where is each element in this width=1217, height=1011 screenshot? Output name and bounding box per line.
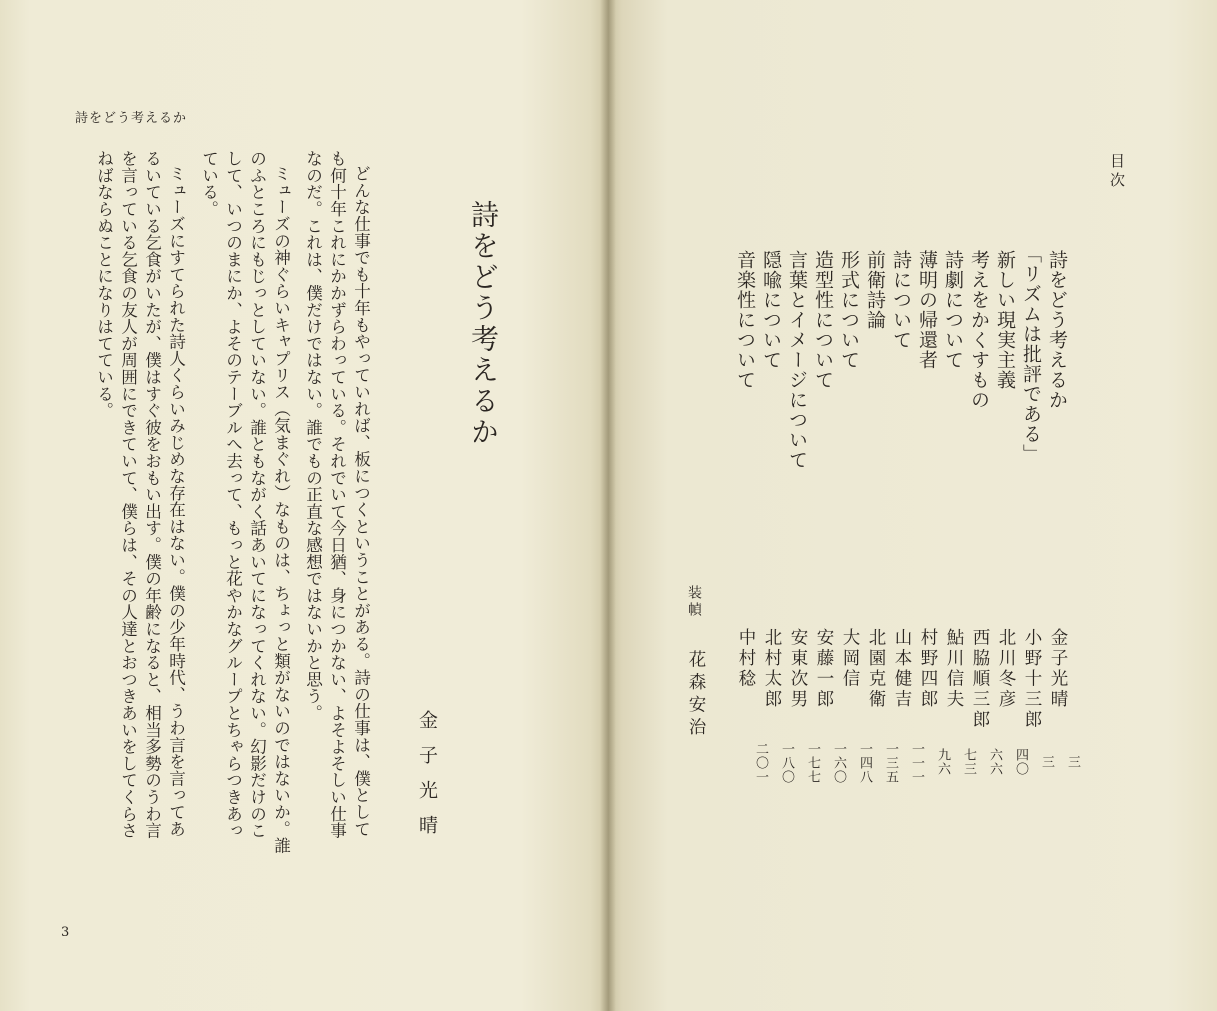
left-page <box>0 0 608 1011</box>
toc-entry-title: 前衛詩論 <box>864 250 886 330</box>
body-column: を言っている乞食の友人が周囲にできていて、僕らは、その人達とおつきあいをしてくらさ <box>118 150 138 839</box>
toc-entry-page: 一四八 <box>857 742 872 784</box>
body-column: るいている乞食がいたが、僕はすぐ彼をおもい出す。僕の年齢になると、相当多勢のうわ言 <box>142 150 162 839</box>
toc-entry-author: 小野十三郎 <box>1022 628 1042 731</box>
toc-entry-title: 言葉とイメージについて <box>786 250 808 470</box>
essay-author: 金子光晴 <box>416 710 438 850</box>
toc-entry-page: 一八〇 <box>779 742 794 784</box>
body-column: ねばならぬことになりはてている。 <box>94 150 114 419</box>
toc-entry-title: 考えをかくすもの <box>968 250 990 410</box>
body-column: ミューズにすてられた詩人くらいみじめな存在はない。僕の少年時代、うわ言を言ってあ <box>166 165 186 837</box>
toc-entry-title: 造型性について <box>812 250 834 390</box>
toc-entry-title: 詩について <box>890 250 912 350</box>
toc-entry-page: 六六 <box>987 748 1002 776</box>
toc-entry-title: 隠喩について <box>760 250 782 370</box>
toc-entry-title: 形式について <box>838 250 860 370</box>
page-number: 3 <box>61 925 70 940</box>
body-column: ている。 <box>199 150 219 218</box>
toc-entry-author: 山本健吉 <box>892 628 912 710</box>
book-gutter <box>600 0 616 1011</box>
toc-entry-page: 一七七 <box>805 742 820 784</box>
toc-entry-page: 三 <box>1065 755 1080 769</box>
body-column: のふところにもじっとしていない。誰ともながく話あいてになってくれない。幻影だけのこ <box>247 150 267 839</box>
toc-entry-page: 七三 <box>961 748 976 776</box>
toc-entry-page: 一六〇 <box>831 742 846 784</box>
body-column: して、いつのまにか、よそのテーブルへ去って、もっと花やかなグループとちゃらつきあっ <box>223 150 243 839</box>
toc-entry-title: 「リズムは批評である」 <box>1020 244 1042 464</box>
right-page <box>608 0 1217 1011</box>
toc-entry-title: 詩をどう考えるか <box>1046 250 1068 410</box>
toc-entry-author: 安藤一郎 <box>814 628 834 710</box>
toc-entry-author: 鮎川信夫 <box>944 628 964 710</box>
toc-entry-author: 安東次男 <box>788 628 808 710</box>
body-column: どんな仕事でも十年もやっていれば、板につくということがある。詩の仕事は、僕として <box>351 165 371 837</box>
toc-entry-author: 北村太郎 <box>762 628 782 710</box>
toc-heading: 目次 <box>1108 153 1126 191</box>
toc-entry-title: 詩劇について <box>942 250 964 370</box>
binding-label: 装幀 <box>686 585 702 619</box>
body-column: なのだ。これは、僕だけではない。誰でもの正直な感想ではないかと思う。 <box>303 150 323 722</box>
body-column: も何十年これにかかずらわっている。それでいて今日猶、身につかない、よそよそしい仕事 <box>327 150 347 839</box>
toc-entry-title: 音楽性について <box>734 250 756 390</box>
toc-entry-page: 一三五 <box>883 742 898 784</box>
body-column: ミューズの神ぐらいキャプリス（気まぐれ）なものは、ちょっと類がないのではないか。誰 <box>271 165 291 854</box>
toc-entry-title: 新しい現実主義 <box>994 250 1016 390</box>
toc-entry-page: 二〇一 <box>753 742 768 784</box>
essay-title: 詩をどう考えるか <box>467 200 500 448</box>
toc-entry-author: 大岡信 <box>840 628 860 690</box>
running-head: 詩をどう考えるか <box>75 111 188 126</box>
toc-entry-title: 薄明の帰還者 <box>916 250 938 370</box>
toc-entry-page: 三 <box>1039 755 1054 769</box>
toc-entry-author: 金子光晴 <box>1048 628 1068 710</box>
toc-entry-author: 村野四郎 <box>918 628 938 710</box>
binding-designer: 花森安治 <box>686 650 706 740</box>
toc-entry-author: 北川冬彦 <box>996 628 1016 710</box>
toc-entry-author: 西脇順三郎 <box>970 628 990 731</box>
toc-entry-page: 四〇 <box>1013 748 1028 776</box>
toc-entry-author: 中村稔 <box>736 628 756 690</box>
toc-entry-page: 一一一 <box>909 742 924 784</box>
toc-entry-author: 北園克衛 <box>866 628 886 710</box>
toc-entry-page: 九六 <box>935 748 950 776</box>
